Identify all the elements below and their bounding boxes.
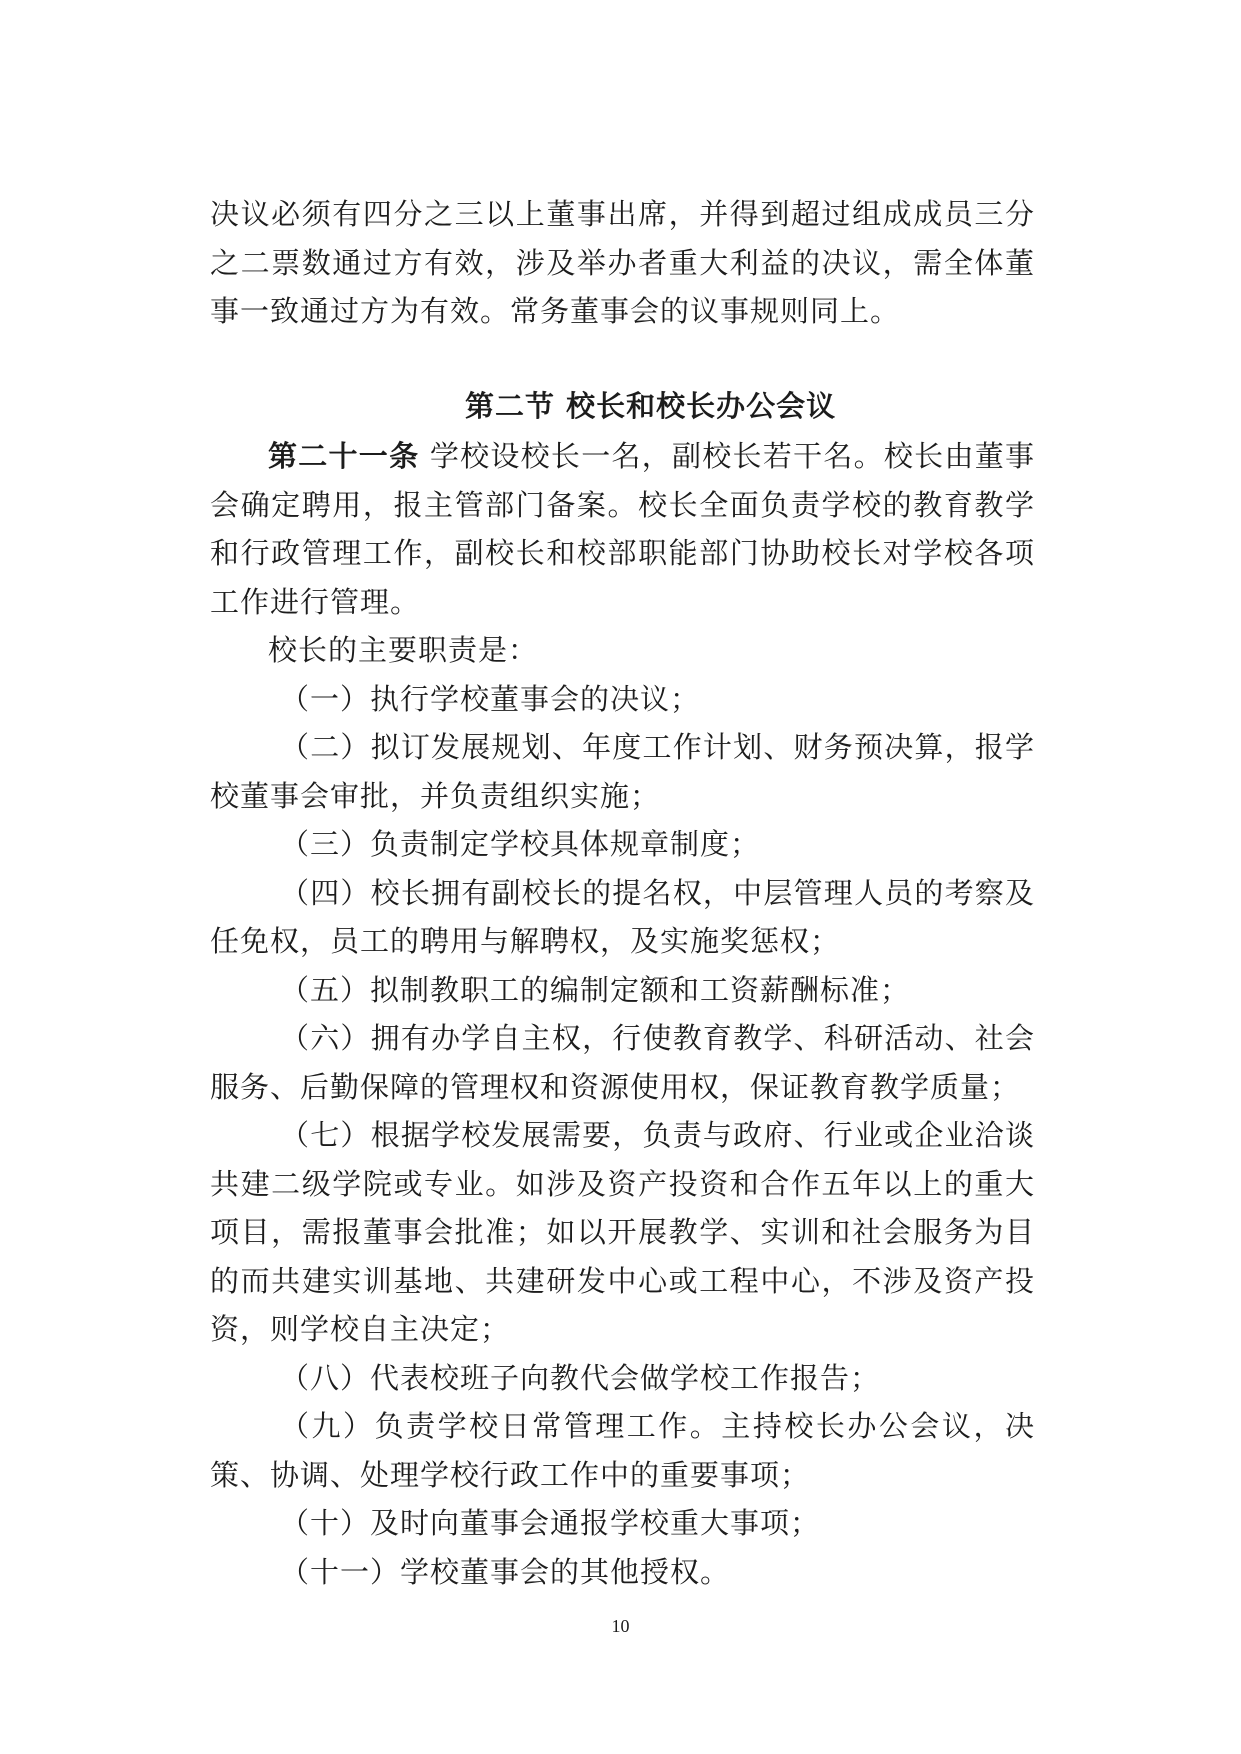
duty-item-11: （十一）学校董事会的其他授权。 [280,1554,731,1589]
duty-item-6: （六）拥有办学自主权，行使教育教学、科研活动、社会服务、后勤保障的管理权和资源使用权，保证教育教学质量； [210,1021,1035,1104]
document-body [210,190,1035,1596]
duty-item-1: （一）执行学校董事会的决议； [280,681,701,716]
page-number: 10 [611,1616,630,1636]
duties-intro: 校长的主要职责是： [268,633,539,667]
duty-item-8: （八）代表校班子向教代会做学校工作报告； [280,1360,881,1395]
duty-item-5: （五）拟制教职工的编制定额和工资薪酬标准； [280,972,911,1007]
duty-item-9: （九）负责学校日常管理工作。主持校长办公会议，决策、协调、处理学校行政工作中的重要事项； [210,1409,1035,1492]
duty-item-3: （三）负责制定学校具体规章制度； [280,827,761,861]
duty-item-4: （四）校长拥有副校长的提名权，中层管理人员的考察及任免权，员工的聘用与解聘权，及实施奖惩权； [210,875,1035,958]
article-21-title: 第二十一条 [268,439,420,473]
section-heading: 第二节 校长和校长办公会议 [465,388,837,423]
article-21-body: 学校设校长一名，副校长若干名。校长由董事会确定聘用，报主管部门备案。校长全面负责学校的教育教学和行政管理工作，副校长和校部职能部门协助校长对学校各项工作进行管理。 [210,439,1035,619]
duty-item-10: （十）及时向董事会通报学校重大事项； [280,1506,821,1540]
article-21-paragraph [210,432,1035,626]
duty-item-2: （二）拟订发展规划、年度工作计划、财务预决算，报学校董事会审批，并负责组织实施； [210,730,1035,813]
paragraph-council-resolution: 决议必须有四分之三以上董事出席，并得到超过组成成员三分之二票数通过方有效，涉及举办者重大利益的决议，需全体董事一致通过方为有效。常务董事会的议事规则同上。 [210,197,1035,328]
duty-item-7: （七）根据学校发展需要，负责与政府、行业或企业洽谈共建二级学院或专业。如涉及资产投资和合作五年以上的重大项目，需报董事会批准；如以开展教学、实训和社会服务为目的而共建实训基地、共建研发中心或工程中心，不涉及资产投资，则学校自主决定； [210,1118,1035,1346]
